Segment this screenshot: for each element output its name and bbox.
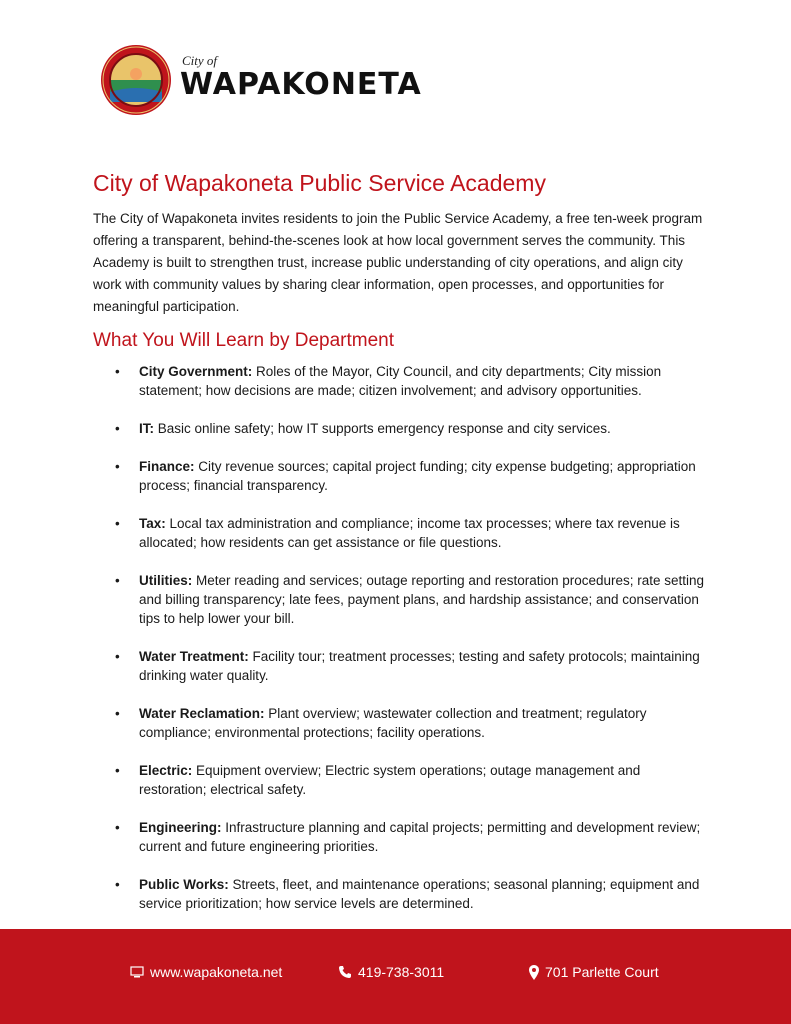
bullet: • (115, 573, 120, 588)
department-description: Streets, fleet, and maintenance operations; seasonal planning; equipment and service prioritization; how service levels are determined. (139, 877, 700, 911)
department-description: Basic online safety; how IT supports emergency response and city services. (154, 421, 611, 436)
department-name: Water Reclamation: (139, 706, 265, 721)
bullet: • (115, 649, 120, 664)
department-description: Meter reading and services; outage reporting and restoration procedures; rate setting and billing transparency; late fees, payment plans, and hardship assistance; and conservation tips to help lower your bill. (139, 573, 705, 626)
list-item (93, 875, 705, 913)
list-item (93, 761, 705, 799)
department-name: Electric: (139, 763, 193, 778)
department-name: Tax: (139, 516, 166, 531)
phone-icon (338, 965, 352, 979)
department-description: Plant overview; wastewater collection and treatment; regulatory compliance; environmental protections; facility operations. (139, 706, 647, 740)
bullet: • (115, 364, 120, 379)
department-name: Water Treatment: (139, 649, 249, 664)
computer-icon (130, 966, 144, 978)
page-title: City of Wapakoneta Public Service Academy (93, 170, 546, 196)
list-item (93, 457, 705, 495)
bullet: • (115, 820, 120, 835)
list-item (93, 514, 705, 552)
department-description: Equipment overview; Electric system operations; outage management and restoration; electrical safety. (139, 763, 641, 797)
list-item (93, 818, 705, 856)
list-item (93, 419, 705, 438)
footer-address (529, 964, 659, 980)
list-item (93, 362, 705, 400)
department-description: Roles of the Mayor, City Council, and city departments; City mission statement; how decisions are made; citizen involvement; and advisory opportunities. (139, 364, 662, 398)
list-item (93, 704, 705, 742)
department-name: Engineering: (139, 820, 222, 835)
address-text: 701 Parlette Court (545, 964, 659, 980)
logo-city-name: WAPAKONETA (180, 67, 422, 102)
logo-city-of: City of (182, 53, 218, 68)
department-name: Public Works: (139, 877, 229, 892)
list-item (93, 571, 705, 628)
bullet: • (115, 516, 120, 531)
bullet: • (115, 459, 120, 474)
list-item (93, 647, 705, 685)
department-list (93, 362, 705, 932)
department-name: IT: (139, 421, 154, 436)
department-name: City Government: (139, 364, 253, 379)
department-description: City revenue sources; capital project funding; city expense budgeting; appropriation process; financial transparency. (139, 459, 696, 493)
website-link[interactable]: www.wapakoneta.net (150, 964, 283, 980)
footer-bar (0, 929, 791, 1024)
bullet: • (115, 421, 120, 436)
map-pin-icon (529, 965, 539, 980)
department-description: Facility tour; treatment processes; testing and safety protocols; maintaining drinking water quality. (139, 649, 700, 683)
department-name: Finance: (139, 459, 195, 474)
intro-paragraph: The City of Wapakoneta invites residents to join the Public Service Academy, a free ten-week program offering a transparent, behind-the-scenes look at how local government serves the community. This Academy is built to strengthen trust, increase public understanding of city operations, and align city work with community values by sharing clear information, open processes, and opportunities for meaningful participation. (93, 211, 703, 314)
phone-number[interactable]: 419-738-3011 (358, 964, 445, 980)
city-seal-icon (100, 44, 172, 116)
footer-website[interactable] (130, 964, 282, 980)
bullet: • (115, 877, 120, 892)
department-name: Utilities: (139, 573, 193, 588)
department-description: Infrastructure planning and capital projects; permitting and development review; current and future engineering priorities. (139, 820, 701, 854)
bullet: • (115, 706, 120, 721)
bullet: • (115, 763, 120, 778)
footer-phone[interactable] (338, 964, 444, 980)
city-logo (100, 44, 422, 116)
department-description: Local tax administration and compliance; income tax processes; where tax revenue is allocated; how residents can get assistance or file questions. (139, 516, 680, 550)
section-heading: What You Will Learn by Department (93, 330, 394, 351)
